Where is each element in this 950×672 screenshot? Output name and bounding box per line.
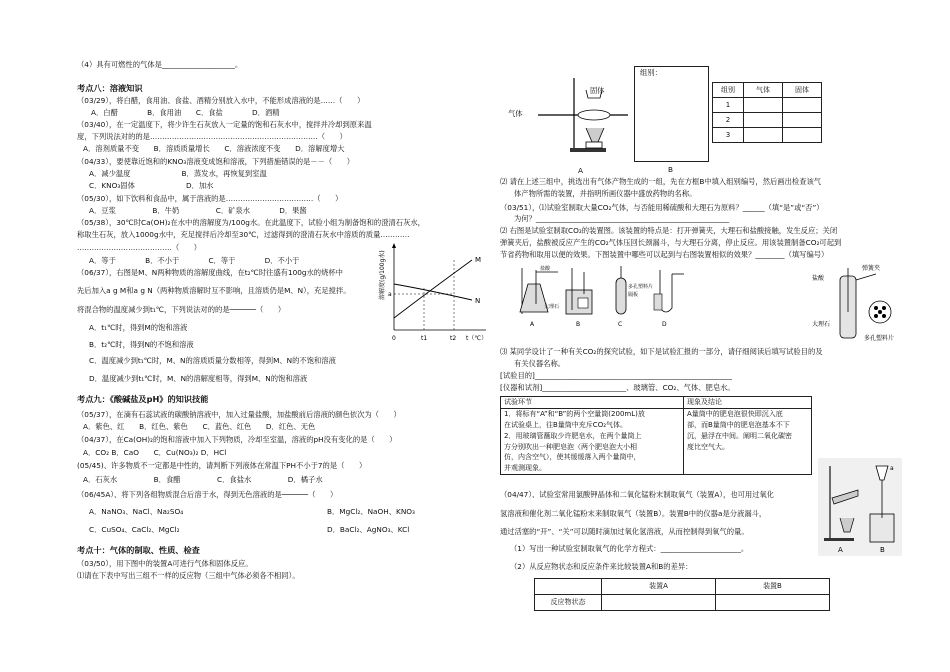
answer-options: A．紫色、红 B．红色、紫色 C．蓝色、红色 D．红色、无色 <box>83 422 316 431</box>
option-label-C: C <box>618 321 623 328</box>
stand-base <box>824 538 854 541</box>
question-line: ⑶ 某同学设计了一种有关CO₂的探究试验，如下是试验汇报的一部分，请仔细阅读后填写试验目的及 <box>500 347 823 356</box>
answer-options: A．白醋 B．食用油 C．食盐 D．酒精 <box>91 108 280 117</box>
table-cell[interactable] <box>783 98 822 113</box>
question-line: [试验目的]______________________________________________________ <box>500 371 732 380</box>
flask-B <box>870 514 894 542</box>
question-line: 为何？_____________________________________________________ <box>514 214 730 223</box>
solid-label: 固体 <box>590 86 605 95</box>
question-line: ⑵ 右图是试验室制取CO₂的装置图。该装置的特点是：打开弹簧夹，大理石和盐酸接触，发生反应；关闭 <box>500 226 838 235</box>
answer-options: A．石灰水 B．食醋 C．食盐水 D．橘子水 <box>83 475 323 484</box>
series-label-N: N <box>475 297 481 305</box>
question-line: （2）从反应物状态和反应条件来比较装置A和B的差异： <box>510 562 693 571</box>
x-tick-t1: t1 <box>421 335 428 342</box>
question-line: （03/40），在一定温度下，将少许生石灰放入一定量的饱和石灰水中，搅拌并冷却到原来温 <box>77 120 372 129</box>
question-line: 氢溶液和催化剂二氧化锰粉末来制取氧气（装置B）。装置B中的仪器a是分液漏斗， <box>500 509 767 518</box>
burner <box>586 142 602 148</box>
table-cell: 反应物状态 <box>535 595 602 611</box>
question-line: 弹簧夹后，盐酸被反应产生的CO₂气体压回长颈漏斗，与大理石分离，停止反应。用该装置制备CO₂可起到 <box>500 238 842 247</box>
step-line: 在试验桌上，往B量筒中充斥CO₂气体。 <box>504 420 628 429</box>
question-line: （03/50），用下图中的装置A可进行气体和固体反应。 <box>77 559 253 568</box>
groups-table <box>712 82 822 143</box>
result-line: 沉，悬浮在中间。阐明二氧化碳密 <box>687 431 792 440</box>
section-heading: 考点九：《酸碱盐及pH》的知识技能 <box>77 394 209 404</box>
figure-label-B: B <box>880 546 885 554</box>
table-header <box>535 579 602 595</box>
x-tick-0: 0 <box>392 335 396 342</box>
result-line: A量筒中的肥皂泡很快即沉入底 <box>687 410 783 418</box>
apparatus-comparison-table <box>534 578 830 611</box>
y-axis-label: 溶解度(g/100g水) <box>379 250 386 300</box>
answer-options: A．减少温度 B．蒸发水，再恢复到室温 <box>89 169 267 178</box>
table-header: 固体 <box>783 83 822 98</box>
table-cell[interactable] <box>715 595 829 611</box>
x-tick-t2: t2 <box>450 335 457 342</box>
option-label-D: D <box>662 321 667 328</box>
apparatus-A-label: A <box>578 166 583 175</box>
question-line: （05/38），30℃时Ca(OH)₂在水中的溶解度为/100g水。在此温度下，试验小组为制备饱和的澄清石灰水， <box>77 218 425 227</box>
table-cell <box>501 409 684 475</box>
table-cell[interactable] <box>602 595 716 611</box>
apparatus-B <box>566 268 592 314</box>
step-line: 仿，内含空气），使其缓缓落入两个量筒中， <box>504 453 641 462</box>
series-label-M: M <box>475 256 482 264</box>
table-cell[interactable] <box>744 98 783 113</box>
co2-apparatus-options-drawing <box>514 264 704 330</box>
answer-option: A．NaNO₃、NaCl、Na₂SO₄ <box>89 507 184 516</box>
label-marble: 大理石 <box>544 304 560 310</box>
label-hydrochloric-acid: 盐酸 <box>540 266 551 272</box>
answer-option: B．MgCl₂、NaOH、KNO₃ <box>327 507 415 516</box>
table-header: 装置B <box>715 579 829 595</box>
answer-option: B．t₂℃时，得到N的不饱和溶液 <box>89 340 194 349</box>
option-label-A: A <box>530 321 535 328</box>
label-baffle: 隔板 <box>628 292 639 298</box>
answer-option: D．BaCl₂、AgNO₃、KCl <box>327 525 410 534</box>
result-line: 度比空气大。 <box>687 442 729 451</box>
answer-options: A．CO₂ B．CaO C．Cu(NO₃)₂ D．HCl <box>83 448 227 457</box>
question-line: （1）写出一种试验室制取氧气的化学方程式：______________________。 <box>510 544 749 553</box>
tube-bulb <box>578 110 610 120</box>
question-line: …………………………………（ ） <box>77 243 202 252</box>
table-cell: 2 <box>713 113 744 128</box>
label-marble-right: 大理石 <box>812 321 831 328</box>
curve-N <box>394 284 472 300</box>
apparatus-C <box>616 266 626 314</box>
table-header: 气体 <box>744 83 783 98</box>
apparatus-D <box>654 270 684 312</box>
answer-options: A．等于 B．不小于 C．等于 D．不小于 <box>89 256 300 265</box>
question-line: (05/45)、许多物质不一定都是中性的，请判断下列液体在常温下PH不小于7的是（ ） <box>77 461 367 470</box>
table-cell <box>684 409 812 475</box>
option-label-B: B <box>576 321 581 328</box>
step-line: 并观测现象。 <box>504 464 546 473</box>
question-line: 有关仪器名称。 <box>514 359 566 368</box>
answer-option: A．t₁℃时，得到M的饱和溶液 <box>89 323 188 332</box>
label-hcl: 盐酸 <box>812 275 825 282</box>
question-line: （04/37），在Ca(OH)₂的饱和溶液中加入下列物质，冷却至室温，溶液的pH没有变化的是（ ） <box>77 435 397 444</box>
question-line: 体产物所需的装置，并指明所画仪器中盛放药物的名称。 <box>514 189 697 198</box>
step-line: 1．将标有“A”和“B”的两个空量筒(200mL)放 <box>504 410 645 418</box>
table-cell: 1 <box>713 98 744 113</box>
question-line: （03/29），将白醋，食用油、食盐、酒精分别放入水中，不能形成溶液的是……（ ） <box>77 96 365 105</box>
question-line: 度，下列说法对的的是……………………………………………………………（ ） <box>77 132 347 141</box>
question-line: ⑴请在下表中写出三组不一样的反应物（三组中气体必须各不相同）。 <box>77 571 300 580</box>
table-header: 现象及结论 <box>684 397 812 409</box>
question-line: （03/51），⑴试验室制取大量CO₂气体，与否能用稀硫酸和大理石为原料？______（填“是”或“否”） <box>500 203 824 212</box>
answer-box-B[interactable] <box>634 66 709 162</box>
step-line: 2．用玻璃管蘸取少许肥皂水，在两个量筒上 <box>504 431 642 440</box>
question-line: [仪器和试剂]_______________________、玻璃管、CO₂、气体、肥皂水。 <box>500 383 735 392</box>
answer-option: D．温度减少到t₁℃时，M、N的溶解度相等，得到M、N的饱和溶液 <box>89 374 308 383</box>
question-line: 节省药物和取用以便的效果。下图装置中哪些可以起到与右图装置相似的效果？________（填写编号） <box>500 250 829 259</box>
question-line: 通过活塞的“开”、“关”可以随时滴加过氧化氢溶液，从而控制得到氧气的量。 <box>500 527 749 536</box>
answer-options: C．KNO₃固体 D．加水 <box>89 181 214 190</box>
curve-M <box>394 260 472 318</box>
stand-base <box>570 148 606 152</box>
y-tick-a: a <box>388 291 392 298</box>
group-label: 组别： <box>640 68 662 77</box>
spring-clip-apparatus-drawing <box>810 262 902 342</box>
table-cell[interactable] <box>783 113 822 128</box>
gas-label: 气体 <box>508 109 523 118</box>
section-heading: 考点八：溶液知识 <box>77 83 143 93</box>
question-line: 将混合物的温度减少到t₁℃，下列说法对的的是──────（ ） <box>77 305 286 314</box>
question-line: （06/37），右图是M、N两种物质的溶解度曲线，在t₂℃时往盛有100g水的烧杯中 <box>77 268 343 277</box>
question-line: （05/37），在滴有石蕊试液的碳酸钠溶液中，加入过量盐酸，加盐酸前后溶液的颜色依次为（ ） <box>77 410 401 419</box>
table-cell: 3 <box>713 128 744 143</box>
table-header: 装置A <box>602 579 716 595</box>
question-line: 称取生石灰，放入1000g水中，充足搅拌后冷却至30℃，过滤得到的澄清石灰水中溶质的质量………… <box>77 230 410 239</box>
question-line: （04/47）、试验室常用氯酸钾晶体和二氧化锰粉末制取氧气（装置A），也可用过氧化 <box>500 490 775 499</box>
question-line: （06/45A）、将下列各组物质混合后溶于水，得到无色溶液的是──────（ ） <box>77 490 338 499</box>
label-plastic-sheet: 多孔塑料片 <box>628 284 654 290</box>
solubility-curve-chart <box>378 240 490 345</box>
oxygen-apparatus-drawing <box>818 458 902 556</box>
apparatus-A-drawing <box>538 70 630 162</box>
answer-option: C．CuSO₄、CaCl₂、MgCl₂ <box>89 525 180 534</box>
question-line: （04/33），要使靠近饱和的KNO₃溶液变成饱和溶液，下列措施错误的是－－（ ） <box>77 157 355 166</box>
question-line: 先后加入a g M和a g N（两种物质溶解时互不影响，且溶质仍是M、N），充足搅拌。 <box>77 286 351 295</box>
y-axis-arrow <box>392 243 396 248</box>
table-cell[interactable] <box>744 113 783 128</box>
question-line: （05/30），如下饮料和食品中，属于溶液的是………………………………（ ） <box>77 194 343 203</box>
section-heading: 考点十：气体的制取、性质、检查 <box>77 545 200 555</box>
box-B-label: B <box>668 165 674 174</box>
label-porous-plate: 多孔塑料片 <box>864 335 895 342</box>
table-header: 组别 <box>713 83 744 98</box>
answer-option: C．温度减少到t₁℃时，M、N的溶质质量分数相等，得到M、N的不饱和溶液 <box>89 356 336 365</box>
experiment-table <box>500 396 812 475</box>
answer-options: A．溶剂质量不变 B．溶质质量增长 C．溶液浓度不变 D．溶解度增大 <box>83 144 345 153</box>
step-line: 方分别吹出一种肥皂泡（两个肥皂泡大小相 <box>504 442 637 451</box>
question-line: （4）具有可燃性的气体是____________________。 <box>77 60 243 69</box>
question-line: ⑵ 请在上述三组中，挑选出有气体产物生成的一组，先在方框B中填入组别编号，然后画出检查该气 <box>500 177 822 186</box>
figure-label-a: a <box>890 465 894 472</box>
label-spring-clip: 弹簧夹 <box>862 265 881 272</box>
answer-options: A．豆浆 B．牛奶 C．矿泉水 D．果酱 <box>89 206 307 215</box>
table-cell[interactable] <box>783 128 822 143</box>
figure-label-A: A <box>838 546 843 554</box>
x-axis-label: t（℃） <box>466 335 488 342</box>
table-header: 试验环节 <box>501 397 684 409</box>
burner-flame <box>586 128 604 142</box>
outlet-tube <box>856 274 876 280</box>
table-cell[interactable] <box>744 128 783 143</box>
result-line: 部，而B量筒中的肥皂泡基本不下 <box>687 420 790 429</box>
